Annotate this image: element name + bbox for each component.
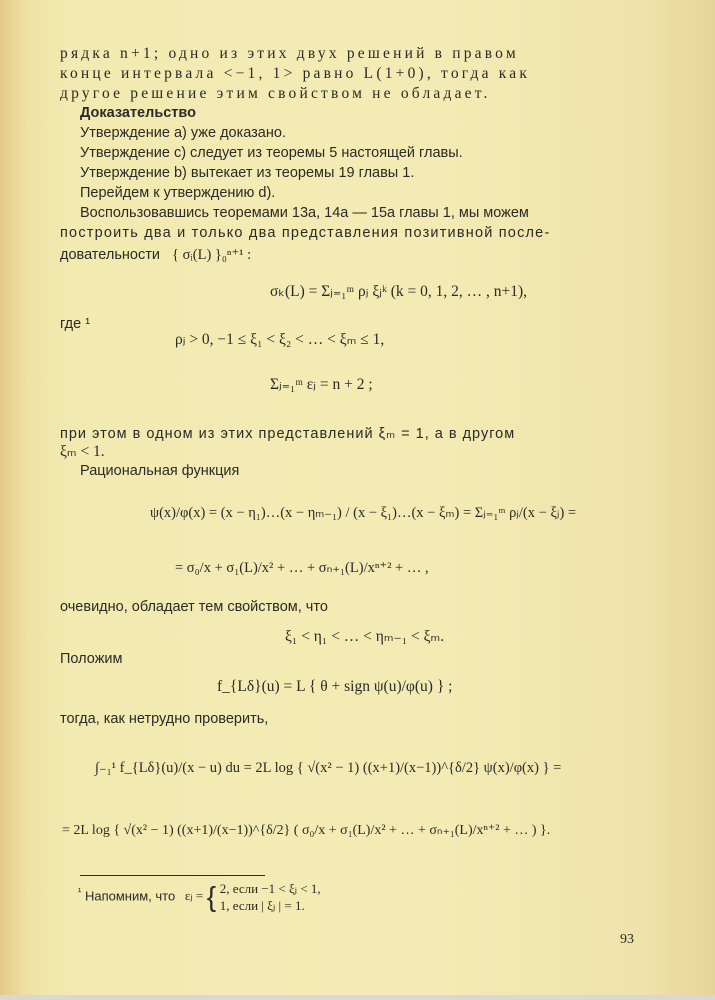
equation-expansion: = σ₀/x + σ₁(L)/x² + … + σₙ₊₁(L)/xⁿ⁺² + … ,	[175, 560, 429, 576]
equation-f-def: f_{Lδ}(u) = L { θ + sign ψ(u)/φ(u) } ;	[217, 678, 453, 695]
text-line: Утверждение c) следует из теоремы 5 настоящей главы.	[80, 145, 463, 161]
text-line: конце интервала <−1, 1> равно L(1+0), тогда как	[60, 65, 531, 82]
footnote-cases	[220, 880, 321, 914]
footnote-case-2: 1, если | ξⱼ | = 1.	[219, 898, 305, 913]
equation-final: = 2L log { √(x² − 1) ((x+1)/(x−1))^{δ/2} ( σ₀/x + σ₁(L)/x² + … + σₙ₊₁(L)/xⁿ⁺² + … ) }.	[62, 823, 551, 838]
brace-icon: {	[206, 881, 217, 912]
text-line: тогда, как нетрудно проверить,	[60, 711, 269, 727]
text-line: при этом в одном из этих представлений ξₘ = 1, а в другом	[60, 426, 516, 442]
footnote	[78, 880, 321, 914]
footnote-symbol: εⱼ =	[184, 888, 204, 904]
text-line	[60, 246, 251, 264]
equation-conditions: ρⱼ > 0, −1 ≤ ξ₁ < ξ₂ < … < ξₘ ≤ 1,	[175, 331, 385, 348]
text-line: Положим	[60, 651, 123, 667]
text-line: Перейдем к утверждению d).	[80, 185, 276, 201]
footnote-lead: Напомним, что	[84, 888, 176, 904]
equation-sum-eps: Σⱼ₌₁ᵐ εⱼ = n + 2 ;	[270, 376, 373, 393]
text-line: очевидно, обладает тем свойством, что	[60, 599, 328, 615]
text-line: Утверждение b) вытекает из теоремы 19 главы 1.	[80, 165, 415, 181]
footnote-case-1: 2, если −1 < ξⱼ < 1,	[219, 881, 321, 896]
text-line: построить два и только два представления позитивной после-	[60, 225, 551, 241]
text-line: Утверждение a) уже доказано.	[80, 125, 286, 141]
text-line: другое решение этим свойством не обладает.	[60, 85, 491, 102]
text-fragment: довательности	[60, 247, 160, 263]
equation-moments: σₖ(L) = Σⱼ₌₁ᵐ ρⱼ ξⱼᵏ (k = 0, 1, 2, … , n+1),	[270, 283, 528, 300]
equation-integral: ∫₋₁¹ f_{Lδ}(u)/(x − u) du = 2L log { √(x² − 1) ((x+1)/(x−1))^{δ/2} ψ(x)/φ(x) } =	[95, 760, 562, 776]
equation-rational-function: ψ(x)/φ(x) = (x − η₁)…(x − ηₘ₋₁) / (x − ξ₁)…(x − ξₘ) = Σⱼ₌₁ᵐ ρⱼ/(x − ξⱼ) =	[150, 505, 577, 521]
footnote-marker: ¹	[78, 887, 82, 899]
text-line: Рациональная функция	[80, 463, 240, 479]
inline-math: { σᵢ(L) }₀ⁿ⁺¹ :	[171, 247, 252, 263]
text-line: где ¹	[60, 316, 91, 332]
footnote-divider	[80, 875, 265, 876]
page-number: 93	[620, 932, 634, 947]
proof-heading: Доказательство	[80, 105, 196, 121]
text-line: ξₘ < 1.	[60, 443, 105, 460]
text-line: рядка n+1; одно из этих двух решений в правом	[60, 45, 519, 62]
text-line: Воспользовавшись теоремами 13a, 14a — 15a главы 1, мы можем	[80, 205, 529, 221]
equation-interlacing: ξ₁ < η₁ < … < ηₘ₋₁ < ξₘ.	[285, 628, 445, 645]
scan-edge	[0, 995, 715, 1000]
